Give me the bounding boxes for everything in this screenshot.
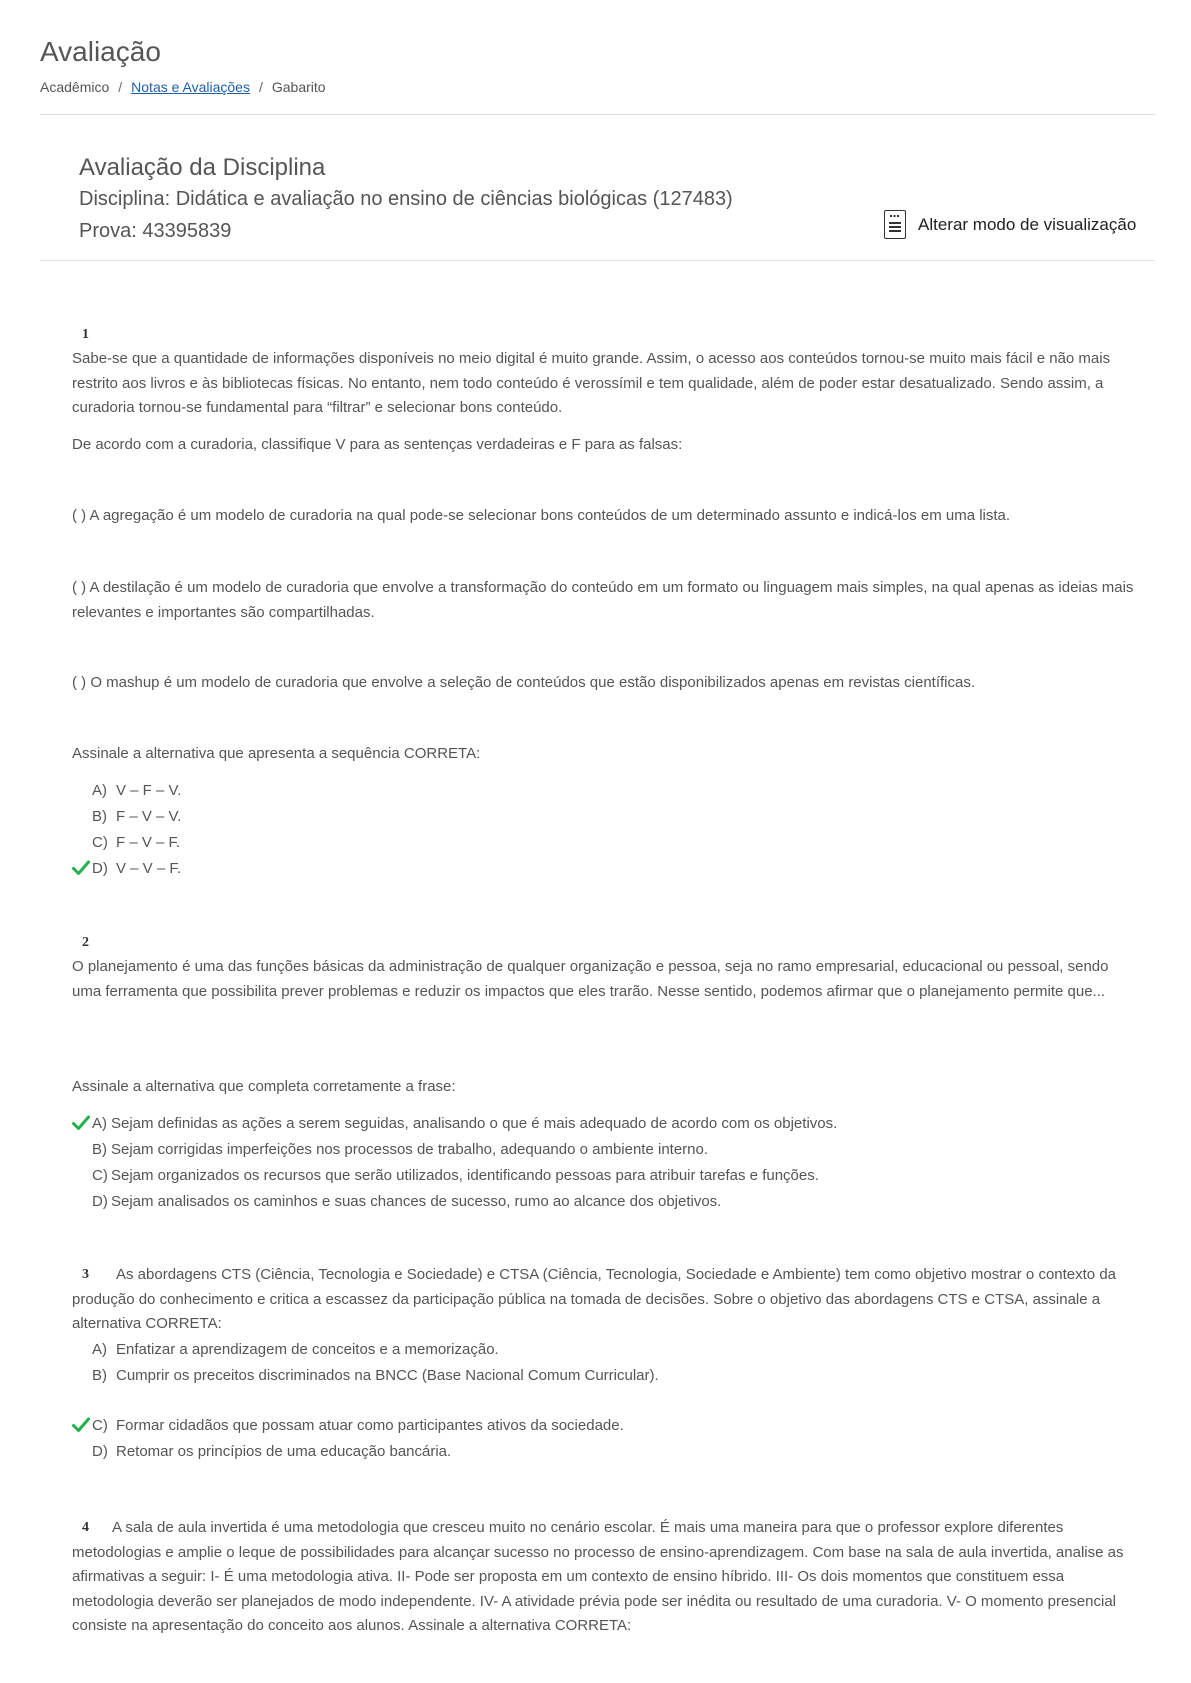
correct-check-icon (72, 1415, 90, 1435)
option-text: Cumprir os preceitos discriminados na BNCC (Base Nacional Comum Curricular). (116, 1367, 659, 1384)
breadcrumb-separator: / (258, 79, 263, 95)
breadcrumb-link-notas-e-avaliacoes[interactable]: Notas e Avaliações (131, 79, 250, 95)
statement: ( ) O mashup é um modelo de curadoria que envolve a seleção de conteúdos que estão disponibilizados apenas em revistas científicas. (72, 674, 976, 691)
statement: ( ) A destilação é um modelo de curadoria que envolve a transformação do conteúdo em um formato ou linguagem mais simples, na qual apenas as ideias mais relevantes e importantes são compartilhadas. (72, 579, 1134, 621)
statement: ( ) A agregação é um modelo de curadoria na qual pode-se selecionar bons conteúdos de um determinado assunto e indicá-los em uma lista. (72, 507, 1011, 524)
option-text: Formar cidadãos que possam atuar como participantes ativos da sociedade. (116, 1417, 624, 1434)
exam-id: Prova: 43395839 (79, 220, 232, 242)
exam-subject: Disciplina: Didática e avaliação no ensino de ciências biológicas (127483) (79, 188, 733, 210)
breadcrumb (40, 79, 326, 95)
question-text: Sabe-se que a quantidade de informações disponíveis no meio digital é muito grande. Assim, o acesso aos conteúdos tornou-se muito mais fácil e não mais restrito aos livros e às bibliotecas físicas. No entanto, nem todo conteúdo é verossímil e tem qualidade, além de poder estar desatualizado. Sendo assim, a curadoria tornou-se fundamental para “filtrar” e selecionar bons conteúdo. (72, 350, 1111, 416)
breadcrumb-separator: / (118, 79, 123, 95)
question-text: O planejamento é uma das funções básicas da administração de qualquer organização e pessoa, seja no ramo empresarial, educacional ou pessoal, sendo uma ferramenta que possibilita prever problemas e reduzir os impactos que eles trarão. Nesse sentido, podemos afirmar que o planejamento permite que... (72, 958, 1109, 1000)
question-number: 3 (82, 1267, 89, 1282)
option-text: F – V – F. (116, 834, 181, 851)
question-text: As abordagens CTS (Ciência, Tecnologia e Sociedade) e CTSA (Ciência, Tecnologia, Sociedade e Ambiente) tem como objetivo mostrar o contexto da produção do conhecimento e critica a escassez da participação pública na tomada de decisões. Sobre o objetivo das abordagens CTS e CTSA, assinale a alternativa CORRETA: (72, 1266, 1116, 1332)
change-view-mode-button[interactable] (884, 210, 1136, 239)
option-text: Retomar os princípios de uma educação bancária. (116, 1443, 452, 1460)
correct-check-icon (72, 1113, 90, 1133)
question-number: 2 (82, 935, 89, 950)
divider (40, 260, 1155, 261)
divider (40, 114, 1155, 115)
question-instruction: Assinale a alternativa que completa corretamente a frase: (72, 1078, 456, 1095)
change-view-mode-label: Alterar modo de visualização (918, 214, 1137, 234)
page-title: Avaliação (40, 36, 161, 67)
exam-heading: Avaliação da Disciplina (79, 154, 326, 181)
option-text: Sejam definidas as ações a serem seguidas, analisando o que é mais adequado de acordo com os objetivos. (111, 1115, 838, 1132)
option-text: Enfatizar a aprendizagem de conceitos e a memorização. (116, 1341, 499, 1358)
breadcrumb-item-gabarito: Gabarito (271, 79, 326, 95)
option-text: Sejam corrigidas imperfeições nos processos de trabalho, adequando o ambiente interno. (111, 1141, 709, 1158)
question-text: A sala de aula invertida é uma metodologia que cresceu muito no cenário escolar. É mais uma maneira para que o professor explore diferentes metodologias e amplie o leque de possibilidades para alcançar sucesso no processo de ensino-aprendizagem. Com base na sala de aula invertida, analise as afirmativas a seguir: I- É uma metodologia ativa. II- Pode ser proposta em um contexto de ensino híbrido. III- Os dois momentos que constituem essa metodologia deverão ser planejados de modo independente. IV- A atividade prévia pode ser inédita ou resultado de uma curadoria. V- O momento presencial consiste na apresentação do conceito aos alunos. Assinale a alternativa CORRETA: (72, 1519, 1124, 1634)
option-text: F – V – V. (116, 808, 182, 825)
correct-check-icon (72, 858, 90, 878)
question-number: 1 (82, 327, 89, 342)
question-number: 4 (82, 1520, 89, 1535)
document-list-icon (884, 210, 906, 239)
breadcrumb-item-academico: Acadêmico (40, 79, 110, 95)
question-text: De acordo com a curadoria, classifique V para as sentenças verdadeiras e F para as falsas: (72, 436, 683, 453)
option-text: V – F – V. (116, 782, 182, 799)
option-text: Sejam organizados os recursos que serão utilizados, identificando pessoas para atribuir tarefas e funções. (111, 1167, 819, 1184)
option-text: V – V – F. (116, 860, 182, 877)
option-text: Sejam analisados os caminhos e suas chances de sucesso, rumo ao alcance dos objetivos. (111, 1193, 722, 1210)
question-instruction: Assinale a alternativa que apresenta a sequência CORRETA: (72, 745, 481, 762)
